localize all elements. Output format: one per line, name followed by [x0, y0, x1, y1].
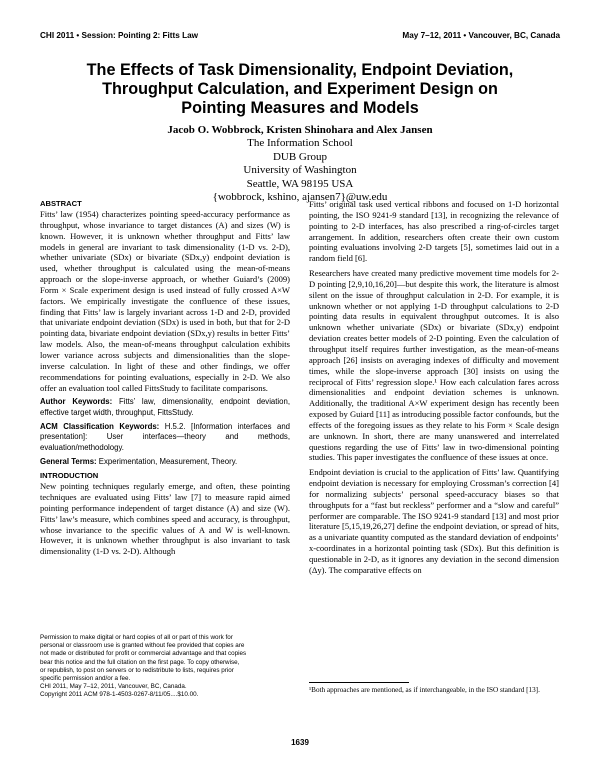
abstract-heading: ABSTRACT — [40, 199, 82, 208]
acm-label: ACM Classification Keywords: — [40, 421, 160, 431]
copyright-line: Copyright 2011 ACM 978-1-4503-0267-8/11/05....$10.00. — [40, 691, 199, 699]
footnote-rule — [309, 682, 409, 683]
affiliation-line: The Information School — [247, 137, 353, 150]
general-terms — [40, 457, 290, 467]
paper-title — [40, 61, 560, 118]
right-column — [309, 199, 559, 580]
keywords-text: Fitts’ law, dimensionality, endpoint deviation, effective target width, throughput, FittsStudy. — [40, 397, 290, 417]
footnote: ¹Both approaches are mentioned, as if interchangeable, in the ISO standard [13]. — [309, 686, 540, 694]
introduction-heading: INTRODUCTION — [40, 471, 99, 481]
permission-line: or republish, to post on servers or to redistribute to lists, requires prior — [40, 666, 234, 674]
left-column — [40, 199, 290, 561]
permission-notice — [40, 634, 290, 700]
author-names: Jacob O. Wobbrock, Kristen Shinohara and Alex Jansen — [167, 124, 433, 136]
affiliation-line: University of Washington — [243, 164, 357, 177]
author-emails: {wobbrock, kshino, ajansen7}@uw.edu — [212, 191, 388, 204]
author-block — [40, 124, 560, 204]
running-header-left: CHI 2011 • Session: Pointing 2: Fitts Law — [40, 31, 199, 40]
title-line: Throughput Calculation, and Experiment Design on — [102, 80, 498, 98]
acm-classification — [40, 422, 290, 453]
running-header-right: May 7–12, 2011 • Vancouver, BC, Canada — [402, 31, 560, 40]
title-line: The Effects of Task Dimensionality, Endpoint Deviation, — [86, 61, 514, 79]
body-paragraph: Researchers have created many predictive movement time models for 2-D pointing [2,9,10,16,20]—but despite this work, the literature is almost silent on the issue of throughput calculation in 2-D. For example, it is unknown whether or not applying 1-D throughput calculations to 2-D pointing data results in equivalent throughput outcomes. It is also unknown whether univariate (SDx) or bivariate (SDx,y) endpoint deviation creates better models of 2-D pointing. Even the calculation of throughput itself requires further investigation, as the mean-of-means approach [26] insists on averaging indexes of difficulty and movement times, while the slope-inverse approach [30] insists on using the reciprocal of Fitts’ regression slope.¹ How each calculation fares across dimensionalities and endpoint deviation schemes is unknown. Additionally, the traditional A×W experiment design has recently been exposed by Guiard [11] as introducing possible factor confounds, but the effects of the foregoing issues as they relate to his Form × Scale design are unknown. In short, there are many unanswered and interrelated questions regarding the use of Fitts’ law in two-dimensional pointing studies. This paper investigates the confluence of these issues at once. — [309, 268, 559, 463]
title-line: Pointing Measures and Models — [181, 99, 419, 117]
conference-line: CHI 2011, May 7–12, 2011, Vancouver, BC, Canada. — [40, 683, 187, 691]
page-number: 1639 — [291, 738, 309, 747]
acm-text: H.5.2. [Information interfaces and presentation]: User interfaces—theory and methods, evaluation/methodology. — [40, 421, 290, 452]
keywords-label: Author Keywords: — [40, 397, 113, 407]
body-paragraph: Fitts’ original task used vertical ribbons and focused on 1-D horizontal pointing, the ISO 9241-9 standard [13], in recognizing the relevance of pointing to 2-D interfaces, has also prescribed a ring-of-circles target arrangement. In addition, researchers often create their own custom pointing evaluations involving 2-D targets [5], sometimes laid out in a random field [6]. — [309, 199, 559, 264]
affiliation-line: Seattle, WA 98195 USA — [246, 177, 354, 190]
permission-line: not made or distributed for profit or commercial advantage and that copies — [40, 650, 247, 658]
abstract-text: Fitts’ law (1954) characterizes pointing speed-accuracy performance as throughput, whose invariance to target distances (A) and sizes (W) is known. However, it is unknown whether throughput and Fitts’ law models in general are invariant to task dimensionality (1-D vs. 2-D), whether univariate (SDx) or bivariate (SDx,y) endpoint deviation is used, whether throughput is calculated using the mean-of-means approach or the slope-inverse approach, or whether Guiard’s (2009) Form × Scale experiment design is used instead of fully crossed A×W factors. We empirically investigate the confluence of these issues, finding that Fitts’ law is largely invariant across 1-D and 2-D, provided that univariate endpoint deviation (SDx) is used in both, but that for 2-D pointing data, bivariate endpoint deviation (SDx,y) results in better Fitts’ law models. Also, the mean-of-means throughput calculation exhibits lower variance across subjects and dimensionalities than the slope-inverse calculation. In light of these and other findings, we offer recommendations for pointing evaluations, especially in 2-D. We also offer an evaluation tool called FittsStudy to facilitate comparisons. — [40, 209, 290, 393]
permission-line: personal or classroom use is granted without fee provided that copies are — [40, 642, 245, 650]
permission-line: specific permission and/or a fee. — [40, 675, 131, 683]
body-paragraph: Endpoint deviation is crucial to the application of Fitts’ law. Quantifying endpoint deviation is necessary for employing Crossman’s correction [4] for normalizing subjects’ personal speed-accuracy biases so that throughputs for a “fast but reckless” performer and a “slow and careful” performer are comparable. The ISO 9241-9 standard [13] and most prior literature [5,15,19,26,27] define the endpoint deviation, or spread of hits, as a univariate quantity computed as the standard deviation of endpoints’ x-coordinates in a horizontal pointing task (SDx). But this definition is questionable in 2-D, as it ignores any deviation in the second dimension (Δy). The comparative effects on — [309, 467, 559, 575]
general-terms-text: Experimentation, Measurement, Theory. — [96, 456, 238, 466]
author-keywords — [40, 397, 290, 418]
affiliation-line: DUB Group — [272, 150, 328, 163]
permission-line: bear this notice and the full citation on the first page. To copy otherwise, — [40, 658, 240, 666]
permission-line: Permission to make digital or hard copies of all or part of this work for — [40, 634, 233, 641]
introduction-text: New pointing techniques regularly emerge, and often, these pointing techniques are evaluated using Fitts’ law [7] to measure rapid aimed pointing performance independent of target distance (A) and size (W). Fitts’ law’s measure, which combines speed and accuracy, is throughput, whose invariance to the specific values of A and W is well-known. However, it is unknown whether throughput is also invariant to task dimensionality (1-D vs. 2-D). Although — [40, 481, 290, 557]
general-terms-label: General Terms: — [40, 456, 97, 466]
